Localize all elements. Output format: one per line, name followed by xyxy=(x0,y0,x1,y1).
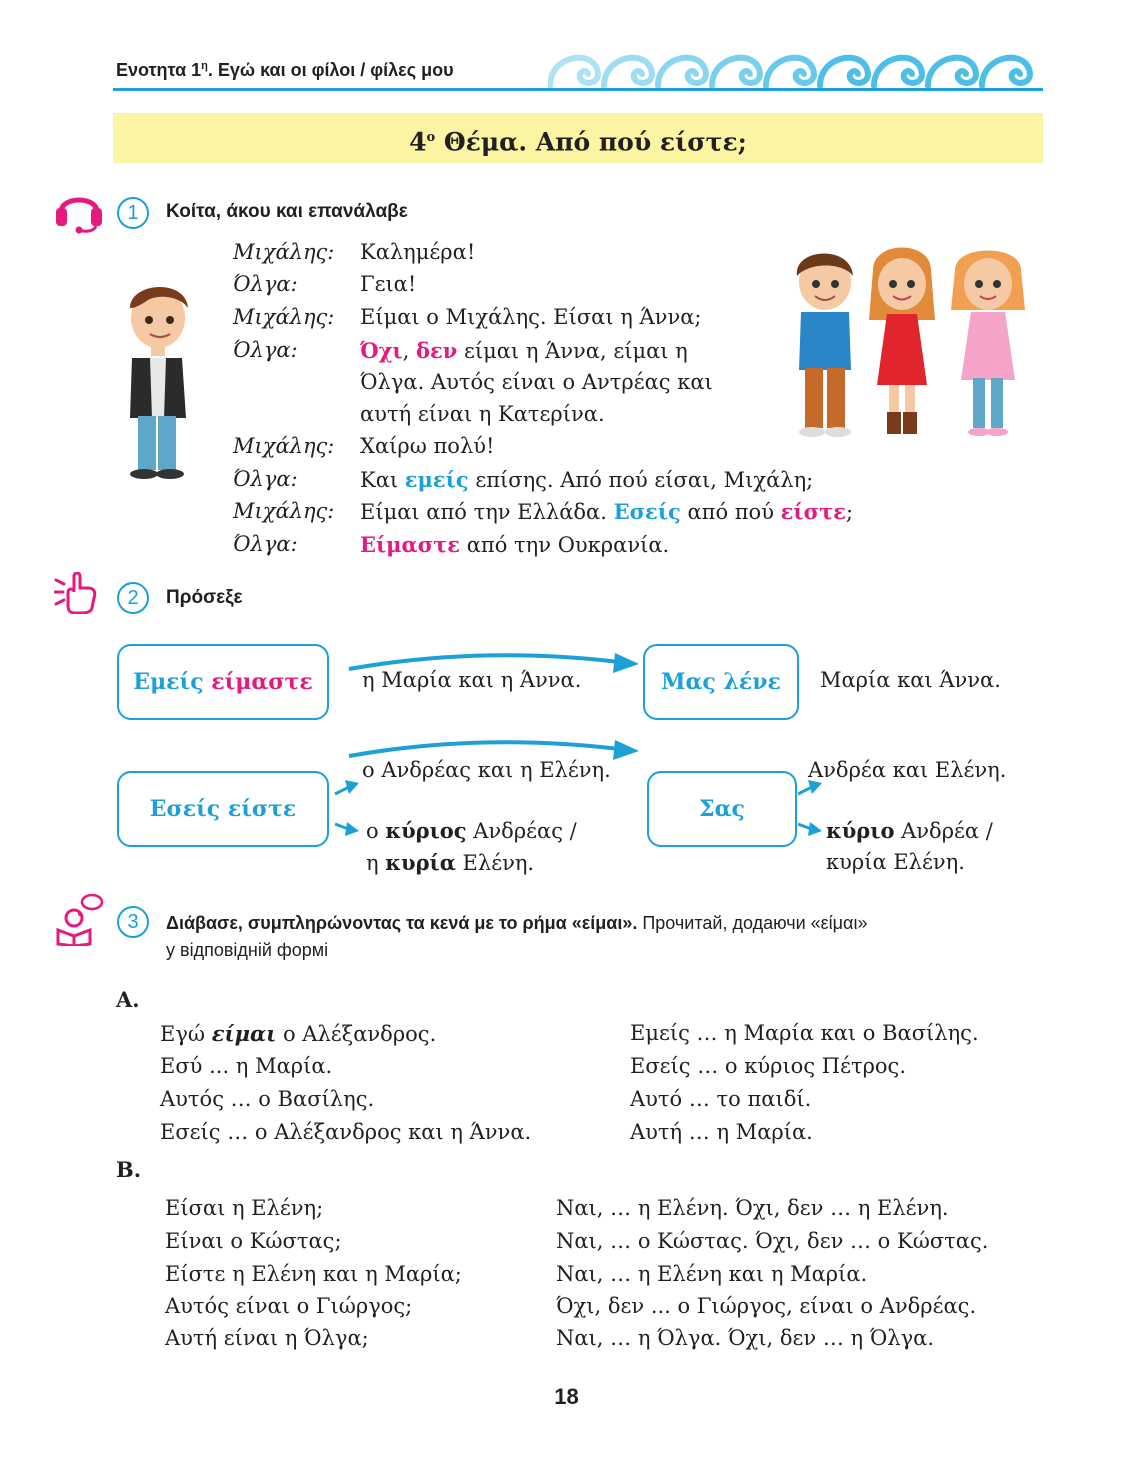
header-rule xyxy=(113,88,1043,91)
grammar-text: ο κύριος Ανδρέας / xyxy=(366,818,577,843)
section-2-heading: Πρόσεξε xyxy=(166,587,243,608)
dialogue-speaker: Όλγα: xyxy=(233,467,298,491)
dialogue-line: αυτή είναι η Κατερίνα. xyxy=(360,402,605,426)
dialogue-speaker: Μιχάλης: xyxy=(233,499,335,523)
grammar-text: Ανδρέα και Ελένη. xyxy=(808,758,1007,782)
exercise-line: Εσύ ... η Μαρία. xyxy=(160,1054,333,1078)
box-sas: Σας xyxy=(647,771,797,847)
exercise-line: Εσείς … ο Αλέξανδρος και η Άννα. xyxy=(160,1120,532,1144)
dialogue-speaker: Μιχάλης: xyxy=(233,240,335,264)
grammar-text: κύριο Ανδρέα / xyxy=(826,818,993,843)
part-b-label: Β. xyxy=(116,1157,142,1182)
box-eseis-eiste: Εσείς είστε xyxy=(117,771,329,847)
grammar-text: Μαρία και Άννα. xyxy=(820,668,1001,692)
exercise-question: Είναι ο Κώστας; xyxy=(165,1229,342,1253)
arrow-curve xyxy=(345,645,645,675)
exercise-answer: Ναι, … η Ελένη και η Μαρία. xyxy=(556,1262,868,1286)
exercise-question: Είσαι η Ελένη; xyxy=(165,1196,324,1220)
page-number: 18 xyxy=(554,1384,579,1409)
section-1-number: 1 xyxy=(117,197,149,229)
exercise-question: Είστε η Ελένη και η Μαρία; xyxy=(165,1262,462,1286)
exercise-question: Αυτή είναι η Όλγα; xyxy=(165,1326,369,1350)
dialogue-line: Είμαι από την Ελλάδα. Εσείς από πού είστε; xyxy=(360,499,854,524)
exercise-answer: Ναι, … η Όλγα. Όχι, δεν … η Όλγα. xyxy=(556,1326,935,1350)
topic-title: $4^o$ Θέμα. Από πού είστε; xyxy=(409,127,747,157)
exercise-answer: Ναι, … ο Κώστας. Όχι, δεν … ο Κώστας. xyxy=(556,1229,989,1253)
dialogue-line: Είμαι ο Μιχάλης. Είσαι η Άννα; xyxy=(360,305,702,329)
children-illustration xyxy=(785,240,1040,445)
boy-illustration xyxy=(118,278,193,483)
arrow-small xyxy=(796,818,824,838)
dialogue-line: Όχι, δεν είμαι η Άννα, είμαι η xyxy=(360,338,688,363)
section-3-heading-line2: у відповідній формі xyxy=(166,940,329,960)
dialogue-line: Χαίρω πολύ! xyxy=(360,434,495,458)
grammar-text: κυρία Ελένη. xyxy=(826,850,965,874)
dialogue-speaker: Μιχάλης: xyxy=(233,434,335,458)
wave-ornament xyxy=(548,46,1043,90)
section-2-number: 2 xyxy=(117,582,149,614)
exercise-line: Αυτό … το παιδί. xyxy=(630,1087,812,1111)
dialogue-speaker: Όλγα: xyxy=(233,338,298,362)
section-1-heading: Κοίτα, άκου και επανάλαβε xyxy=(166,201,408,222)
exercise-line: Εγώ είμαι ο Αλέξανδρος. xyxy=(160,1021,437,1046)
dialogue-line: Όλγα. Αυτός είναι ο Αντρέας και xyxy=(360,370,713,394)
exercise-answer: Όχι, δεν ... ο Γιώργος, είναι ο Ανδρέας. xyxy=(556,1294,977,1318)
section-3-number: 3 xyxy=(117,906,149,938)
exercise-question: Αυτός είναι ο Γιώργος; xyxy=(165,1294,413,1318)
box-emeis-eimaste: Εμείς είμαστε xyxy=(117,644,329,720)
exercise-line: Αυτή … η Μαρία. xyxy=(630,1120,813,1144)
section-3-heading: Διάβασε, συμπληρώνοντας τα κενά με το ρήμα «είμαι». Прочитай, додаючи «είμαι» xyxy=(166,913,868,933)
topic-banner xyxy=(113,113,1043,163)
dialogue-speaker: Μιχάλης: xyxy=(233,305,335,329)
dialogue-line: Είμαστε από την Ουκρανία. xyxy=(360,532,670,557)
headphones-icon xyxy=(54,186,104,234)
grammar-text: η κυρία Ελένη. xyxy=(366,850,535,875)
grammar-text: η Μαρία και η Άννα. xyxy=(362,668,582,692)
exercise-line: Αυτός … ο Βασίλης. xyxy=(160,1087,375,1111)
pointing-hand-icon xyxy=(54,572,98,614)
exercise-answer: Ναι, … η Ελένη. Όχι, δεν … η Ελένη. xyxy=(556,1196,949,1220)
dialogue-line: Καλημέρα! xyxy=(360,240,476,264)
unit-title: Ενοτητα $1^\eta$. Εγώ και οι φίλοι / φίλες μου xyxy=(116,60,454,80)
dialogue-speaker: Όλγα: xyxy=(233,272,298,296)
arrow-small xyxy=(333,818,361,838)
part-a-label: Α. xyxy=(116,987,140,1012)
reading-child-icon xyxy=(54,894,104,946)
exercise-line: Εμείς … η Μαρία και ο Βασίλης. xyxy=(630,1021,979,1045)
arrow-small xyxy=(333,778,361,798)
grammar-text: ο Ανδρέας και η Ελένη. xyxy=(362,758,611,782)
dialogue-line: Και εμείς επίσης. Από πού είσαι, Μιχάλη; xyxy=(360,467,814,492)
dialogue-speaker: Όλγα: xyxy=(233,532,298,556)
dialogue-line: Γεια! xyxy=(360,272,417,296)
exercise-line: Εσείς … ο κύριος Πέτρος. xyxy=(630,1054,906,1078)
box-mas-lene: Μας λένε xyxy=(643,644,799,720)
